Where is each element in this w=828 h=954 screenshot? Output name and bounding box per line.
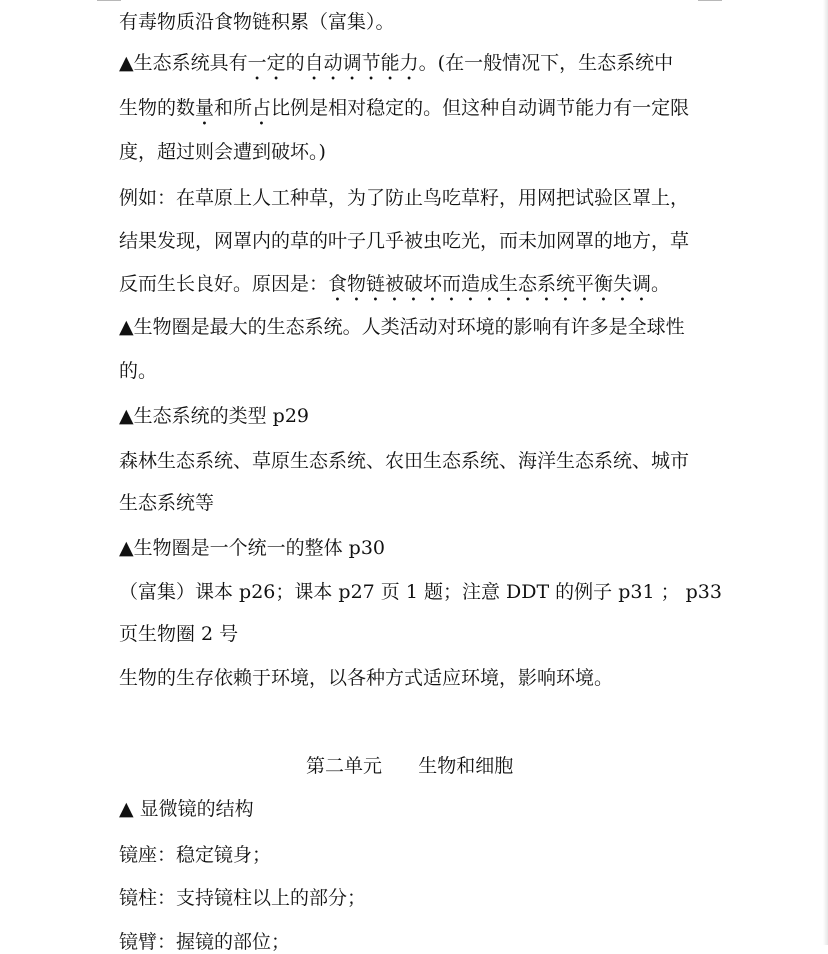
page-corner-mark-right <box>698 0 722 3</box>
emphasized-text: 一定 <box>247 52 286 74</box>
text-run: 反而生长良好。原因是： <box>119 273 329 295</box>
paragraph-line: ▲生态系统的类型 p29 <box>119 405 309 427</box>
paragraph-line: 页生物圈 2 号 <box>119 623 239 645</box>
emphasized-text: 占 <box>252 97 272 119</box>
emphasized-text: 食物链被破坏而造成生态系统平衡失调 <box>328 273 652 295</box>
paragraph-line <box>119 272 670 306</box>
paragraph-line <box>119 96 689 130</box>
paragraph-line: ▲生物圈是最大的生态系统。人类活动对环境的影响有许多是全球性 <box>119 316 685 338</box>
text-run: 。(在一般情况下，生态系统中 <box>418 52 674 74</box>
page-corner-mark-left <box>97 0 121 3</box>
emphasized-text: 自动调节能力 <box>304 52 419 74</box>
section-title: ▲ 显微镜的结构 <box>119 798 254 820</box>
text-run: ▲生态系统具有 <box>119 52 248 74</box>
paragraph-line: 有毒物质沿食物链积累（富集）。 <box>119 11 395 33</box>
paragraph-line: 森林生态系统、草原生态系统、农田生态系统、海洋生态系统、城市 <box>119 450 690 472</box>
list-item: 镜臂：握镜的部位； <box>119 931 291 953</box>
text-run: 的 <box>285 52 305 74</box>
unit-heading: 第二单元 生物和细胞 <box>306 755 514 777</box>
emphasized-text: 量 <box>195 97 215 119</box>
text-run: 。 <box>651 273 671 295</box>
paragraph-line: 生物的生存依赖于环境，以各种方式适应环境，影响环境。 <box>119 667 614 689</box>
text-run: 和所 <box>214 97 253 119</box>
paragraph-line <box>119 51 673 85</box>
paragraph-line: 结果发现，网罩内的草的叶子几乎被虫吃光，而未加网罩的地方，草 <box>119 230 690 252</box>
paragraph-line: ▲生物圈是一个统一的整体 p30 <box>119 537 385 559</box>
list-item: 镜柱：支持镜柱以上的部分； <box>119 887 367 909</box>
paragraph-line: 例如：在草原上人工种草，为了防止鸟吃草籽，用网把试验区罩上， <box>119 187 690 209</box>
paragraph-line: （富集）课本 p26；课本 p27 页 1 题；注意 DDT 的例子 p31 ； p33 <box>119 581 722 603</box>
paragraph-line: 生态系统等 <box>119 492 215 514</box>
text-run: 生物的数 <box>119 97 196 119</box>
list-item: 镜座：稳定镜身； <box>119 844 272 866</box>
paragraph-line: 的。 <box>119 360 158 382</box>
paragraph-line: 度，超过则会遭到破坏。) <box>119 141 326 163</box>
text-run: 比例是相对稳定的。但这种自动调节能力有一定限 <box>271 97 690 119</box>
page-edge-shadow <box>823 0 828 945</box>
